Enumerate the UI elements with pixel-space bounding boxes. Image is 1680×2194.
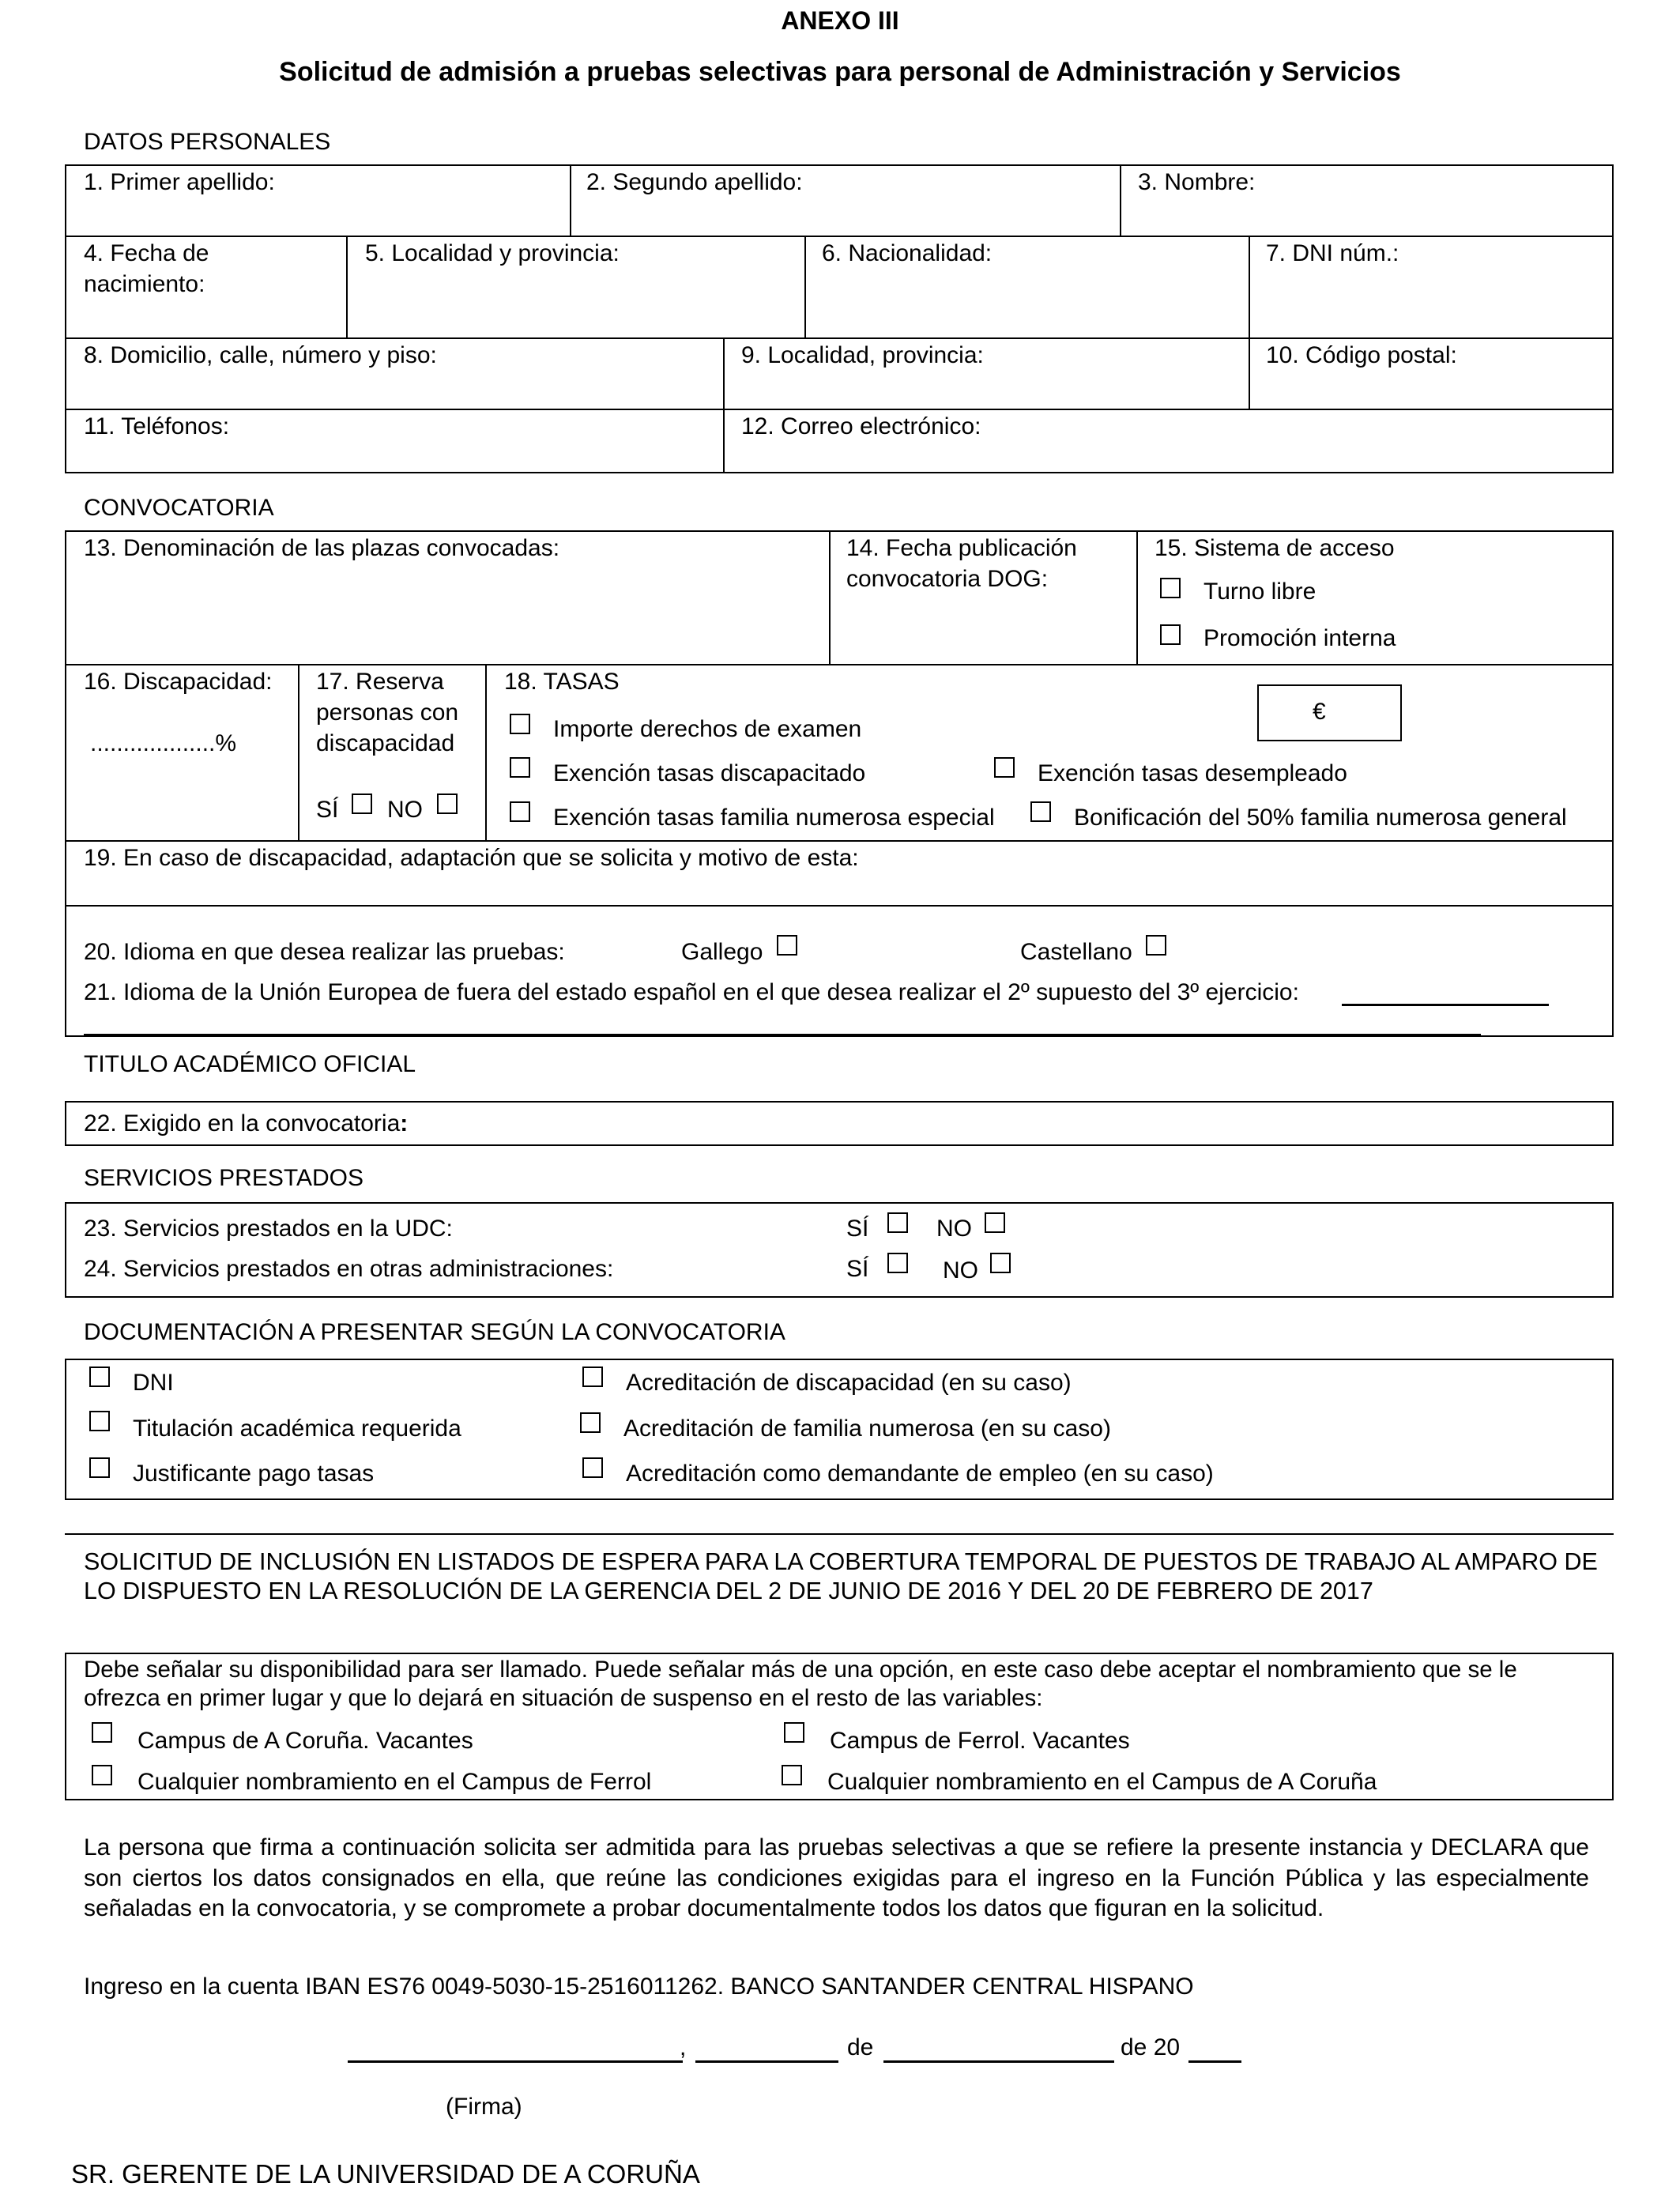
euro-symbol: €	[1313, 699, 1326, 725]
section-servicios: SERVICIOS PRESTADOS	[84, 1165, 363, 1191]
label-doc-justificante: Justificante pago tasas	[133, 1461, 375, 1487]
label-udc-no: NO	[936, 1216, 972, 1242]
declaracion-text: La persona que firma a continuación solicita ser admitida para las pruebas selectivas a que se refiere la presente instancia y DECLARA que son ciertos los datos consignados en ella, que reúne las condiciones exigidas para el ingreso en la Función Pública y las especialmente señaladas en la convocatoria, y se compromete a probar documentalmente todos los datos que figuran en la solicitud.	[84, 1834, 1589, 1921]
label-doc-dni: DNI	[133, 1370, 174, 1396]
label-exencion-discapacitado: Exención tasas discapacitado	[553, 760, 866, 786]
field-titulo-colon: :	[400, 1110, 409, 1137]
field-fecha-nacimiento-2: nacimiento:	[84, 271, 205, 297]
checkbox-turno-libre[interactable]	[1160, 578, 1181, 598]
section-convocatoria: CONVOCATORIA	[84, 495, 274, 521]
checkbox-ferrol-vacantes[interactable]	[784, 1722, 804, 1743]
field-titulo-label: 22. Exigido en la convocatoria	[84, 1110, 401, 1137]
field-sistema-acceso: 15. Sistema de acceso	[1155, 535, 1395, 561]
checkbox-coruna-cualquier[interactable]	[782, 1765, 802, 1785]
field-discapacidad-percent[interactable]: ...................%	[90, 730, 237, 756]
field-telefonos[interactable]: 11. Teléfonos:	[84, 413, 230, 439]
date-de-2: de 20	[1121, 2034, 1181, 2060]
field-fecha-publicacion-2: convocatoria DOG:	[846, 566, 1049, 592]
field-correo[interactable]: 12. Correo electrónico:	[741, 413, 981, 439]
label-importe: Importe derechos de examen	[553, 716, 862, 742]
importe-euro-field[interactable]	[1257, 684, 1402, 741]
label-doc-titulacion: Titulación académica requerida	[133, 1416, 461, 1442]
field-domicilio[interactable]: 8. Domicilio, calle, número y piso:	[84, 342, 437, 368]
checkbox-coruna-vacantes[interactable]	[92, 1722, 112, 1743]
field-reserva-2: personas con	[316, 699, 459, 726]
label-otras-si: SÍ	[846, 1256, 869, 1282]
label-bonificacion: Bonificación del 50% familia numerosa general	[1074, 805, 1567, 831]
field-reserva: 17. Reserva	[316, 669, 444, 695]
field-dni[interactable]: 7. DNI núm.:	[1266, 240, 1399, 266]
label-reserva-no: NO	[387, 797, 423, 823]
checkbox-promocion-interna[interactable]	[1160, 624, 1181, 645]
section-datos-personales: DATOS PERSONALES	[84, 129, 331, 155]
form-title: Solicitud de admisión a pruebas selectivas para personal de Administración y Servicios	[279, 57, 1401, 87]
field-codigo-postal[interactable]: 10. Código postal:	[1266, 342, 1457, 368]
label-ferrol-cualquier: Cualquier nombramiento en el Campus de Ferrol	[137, 1769, 652, 1795]
field-titulo-exigido[interactable]	[84, 1109, 408, 1139]
label-ferrol-vacantes: Campus de Ferrol. Vacantes	[830, 1728, 1130, 1754]
field-segundo-apellido[interactable]: 2. Segundo apellido:	[586, 169, 803, 195]
label-gallego: Gallego	[681, 939, 763, 965]
field-fecha-nacimiento[interactable]: 4. Fecha de	[84, 240, 209, 266]
checkbox-bonificacion[interactable]	[1030, 801, 1051, 822]
checkbox-exencion-discapacitado[interactable]	[510, 757, 530, 778]
checkbox-gallego[interactable]	[777, 935, 797, 956]
label-doc-discapacidad: Acreditación de discapacidad (en su caso)	[626, 1370, 1072, 1396]
label-doc-familia: Acreditación de familia numerosa (en su caso)	[623, 1416, 1111, 1442]
label-turno-libre: Turno libre	[1203, 579, 1317, 605]
field-idioma-pruebas: 20. Idioma en que desea realizar las pruebas:	[84, 939, 565, 965]
label-reserva-si: SÍ	[316, 797, 339, 823]
label-coruna-cualquier: Cualquier nombramiento en el Campus de A Coruña	[827, 1769, 1377, 1795]
label-castellano: Castellano	[1020, 939, 1132, 965]
dia-line[interactable]	[695, 2060, 838, 2063]
field-idioma-ue: 21. Idioma de la Unión Europea de fuera del estado español en el que desea realizar el 2º supuesto del 3º ejercicio:	[84, 979, 1299, 1005]
checkbox-otras-no[interactable]	[990, 1253, 1011, 1273]
field-servicios-otras: 24. Servicios prestados en otras administraciones:	[84, 1256, 614, 1282]
field-servicios-udc: 23. Servicios prestados en la UDC:	[84, 1216, 453, 1242]
checkbox-castellano[interactable]	[1146, 935, 1166, 956]
label-exencion-desempleado: Exención tasas desempleado	[1038, 760, 1347, 786]
checkbox-reserva-no[interactable]	[437, 794, 458, 814]
checkbox-doc-titulacion[interactable]	[89, 1411, 110, 1431]
field-nacionalidad[interactable]: 6. Nacionalidad:	[822, 240, 993, 266]
checkbox-importe[interactable]	[510, 714, 530, 734]
section-titulo: TITULO ACADÉMICO OFICIAL	[84, 1051, 416, 1077]
checkbox-doc-dni[interactable]	[89, 1367, 110, 1387]
firma-label: (Firma)	[446, 2094, 522, 2120]
espera-intro: Debe señalar su disponibilidad para ser llamado. Puede señalar más de una opción, en este caso debe aceptar el nombramiento que se le ofrezca en primer lugar y que lo dejará en situación de suspenso en el resto de las variables:	[84, 1657, 1517, 1711]
espera-title: SOLICITUD DE INCLUSIÓN EN LISTADOS DE ESPERA PARA LA COBERTURA TEMPORAL DE PUESTOS DE TRABAJO AL AMPARO DE LO DISPUESTO EN LA RESOLUCIÓN DE LA GERENCIA DEL 2 DE JUNIO DE 2016 Y DEL 20 DE FEBRERO DE 2017	[84, 1548, 1598, 1604]
field-reserva-3: discapacidad	[316, 730, 455, 756]
checkbox-doc-justificante[interactable]	[89, 1457, 110, 1478]
field-discapacidad: 16. Discapacidad:	[84, 669, 273, 695]
label-udc-si: SÍ	[846, 1216, 869, 1242]
annex-title: ANEXO III	[781, 6, 899, 35]
field-fecha-publicacion[interactable]: 14. Fecha publicación	[846, 535, 1077, 561]
checkbox-doc-discapacidad[interactable]	[582, 1367, 603, 1387]
label-coruna-vacantes: Campus de A Coruña. Vacantes	[137, 1728, 473, 1754]
label-doc-empleo: Acreditación como demandante de empleo (en su caso)	[626, 1461, 1214, 1487]
checkbox-udc-no[interactable]	[985, 1212, 1005, 1233]
checkbox-exencion-desempleado[interactable]	[994, 757, 1015, 778]
section-documentacion: DOCUMENTACIÓN A PRESENTAR SEGÚN LA CONVOCATORIA	[84, 1319, 785, 1345]
idioma-ue-continuation-line[interactable]	[84, 1034, 1481, 1036]
mes-line[interactable]	[883, 2060, 1114, 2063]
checkbox-doc-familia[interactable]	[580, 1412, 601, 1433]
field-adaptacion[interactable]: 19. En caso de discapacidad, adaptación que se solicita y motivo de esta:	[84, 845, 859, 871]
checkbox-ferrol-cualquier[interactable]	[92, 1765, 112, 1785]
label-promocion-interna: Promoción interna	[1203, 625, 1396, 651]
label-otras-no: NO	[943, 1257, 978, 1284]
destinatario: SR. GERENTE DE LA UNIVERSIDAD DE A CORUÑA	[71, 2159, 700, 2188]
date-comma: ,	[680, 2034, 687, 2060]
field-tasas: 18. TASAS	[504, 669, 620, 695]
checkbox-otras-si[interactable]	[887, 1253, 908, 1273]
idioma-ue-input-line[interactable]	[1342, 1004, 1549, 1006]
field-localidad-provincia[interactable]: 5. Localidad y provincia:	[365, 240, 620, 266]
lugar-line[interactable]	[348, 2060, 683, 2063]
label-exencion-familia: Exención tasas familia numerosa especial	[553, 805, 995, 831]
date-de-1: de	[847, 2034, 874, 2060]
separator-line	[65, 1533, 1614, 1535]
checkbox-doc-empleo[interactable]	[582, 1457, 603, 1478]
field-nombre[interactable]: 3. Nombre:	[1138, 169, 1256, 195]
field-denominacion-plazas[interactable]: 13. Denominación de las plazas convocadas:	[84, 535, 560, 561]
field-localidad-provincia-2[interactable]: 9. Localidad, provincia:	[741, 342, 984, 368]
anio-line[interactable]	[1188, 2060, 1241, 2063]
checkbox-udc-si[interactable]	[887, 1212, 908, 1233]
checkbox-reserva-si[interactable]	[352, 794, 372, 814]
checkbox-exencion-familia[interactable]	[510, 801, 530, 822]
iban-text: Ingreso en la cuenta IBAN ES76 0049-5030-15-2516011262. BANCO SANTANDER CENTRAL HISPANO	[84, 1973, 1194, 2000]
field-primer-apellido[interactable]: 1. Primer apellido:	[84, 169, 275, 195]
